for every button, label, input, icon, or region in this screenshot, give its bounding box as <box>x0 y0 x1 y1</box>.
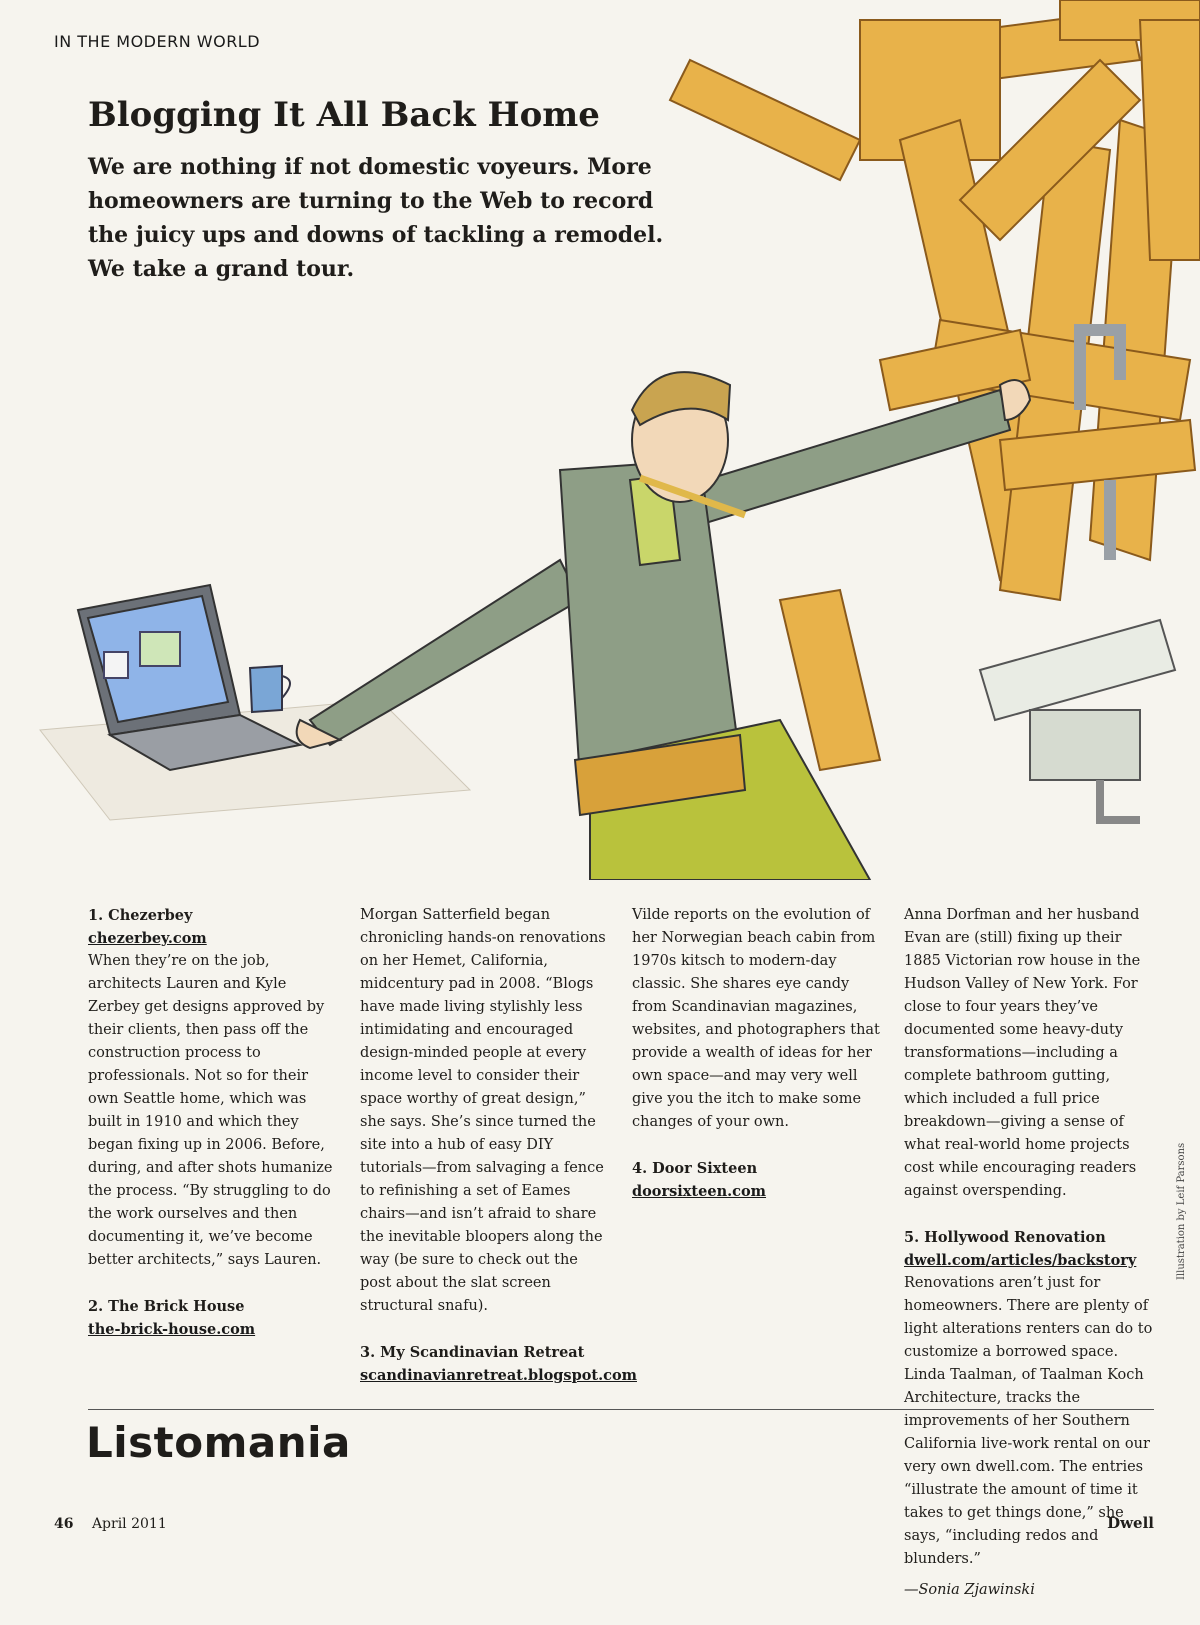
entry-title: 5. Hollywood Renovation <box>904 1229 1106 1246</box>
entry-text: Anna Dorfman and her husband Evan are (still) fixing up their 1885 Victorian row house in the Hudson Valley of New York. For close to four years they’ve documented some heavy-duty transformations—including a complete bathroom gutting, which included a full price breakdown—giving a sense of what real-world home projects cost while encouraging readers against overspending. <box>904 907 1141 1199</box>
entry-title: 2. The Brick House <box>88 1298 245 1315</box>
byline: —Sonia Zjawinski <box>904 1582 1035 1598</box>
list-item-continued <box>632 904 884 1134</box>
column-2 <box>360 904 637 1625</box>
entry-text: Vilde reports on the evolution of her Norwegian beach cabin from 1970s kitsch to modern-day classic. She shares eye candy from Scandinavian magazines, websites, and photographers that provide a wealth of ideas for her own space—and may very well give you the itch to make some changes of your own. <box>632 907 880 1130</box>
wood-planks <box>670 0 1200 770</box>
entry-link[interactable]: doorsixteen.com <box>632 1183 767 1200</box>
entry-link[interactable]: dwell.com/articles/backstory <box>904 1252 1137 1269</box>
footer-rule <box>88 1409 1154 1410</box>
entry-link[interactable]: chezerbey.com <box>88 930 207 947</box>
article-columns <box>88 904 1158 1625</box>
list-item <box>360 1341 637 1387</box>
department-title: Listomania <box>86 1418 351 1467</box>
entry-title: 3. My Scandinavian Retreat <box>360 1344 585 1361</box>
list-item-continued <box>360 904 612 1318</box>
entry-link[interactable]: scandinavianretreat.blogspot.com <box>360 1367 637 1384</box>
entry-text: When they’re on the job, architects Lauren and Kyle Zerbey get designs approved by their clients, then pass off the construction process to professionals. Not so for their own Seattle home, which was built in 1910 and which they began fixing up in 2006. Before, during, and after shots humanize the process. “By struggling to do the work ourselves and then documenting it, we’ve become better architects,” says Lauren. <box>88 953 333 1268</box>
desk <box>40 700 470 820</box>
folio <box>54 1516 167 1532</box>
list-item <box>88 904 340 1272</box>
dek: We are nothing if not domestic voyeurs. More homeowners are turning to the Web to record the juicy ups and downs of tackling a remodel. We take a grand tour. <box>88 154 664 282</box>
man <box>297 372 1030 880</box>
list-item <box>88 1295 340 1341</box>
sink <box>980 620 1175 820</box>
illustration-credit: Illustration by Leif Parsons <box>1176 1142 1187 1280</box>
entry-text: Renovations aren’t just for homeowners. There are plenty of light alterations renters can do to customize a borrowed space. Linda Taalman, of Taalman Koch Architecture, tracks the improvements of her Southern California live-work rental on our very own dwell.com. The entries “illustrate the amount of time it takes to get things done,” she says, “including redos and blunders.” <box>904 1275 1153 1567</box>
magazine-brand: Dwell <box>1107 1514 1154 1532</box>
headline: Blogging It All Back Home <box>88 95 600 135</box>
entry-link[interactable]: the-brick-house.com <box>88 1321 256 1338</box>
pipe <box>1080 330 1120 410</box>
list-item-continued <box>904 904 1156 1203</box>
coffee-mug <box>250 666 290 712</box>
entry-title: 1. Chezerbey <box>88 907 193 924</box>
page-number: 46 <box>54 1516 74 1532</box>
entry-title: 4. Door Sixteen <box>632 1160 758 1177</box>
list-item <box>632 1157 884 1203</box>
entry-text: Morgan Satterfield began chronicling hands-on renovations on her Hemet, California, midcentury pad in 2008. “Blogs have made living stylishly less intimidating and encouraged design-minded people at every income level to consider their space worthy of great design,” she says. She’s since turned the site into a hub of easy DIY tutorials—from salvaging a fence to refinishing a set of Eames chairs—and isn’t afraid to share the inevitable bloopers along the way (be sure to check out the post about the slat screen structural snafu). <box>360 907 606 1314</box>
section-label: IN THE MODERN WORLD <box>54 32 261 51</box>
list-item <box>904 1226 1156 1602</box>
issue-date: April 2011 <box>91 1516 167 1532</box>
column-3 <box>632 904 884 1625</box>
laptop <box>78 585 300 770</box>
